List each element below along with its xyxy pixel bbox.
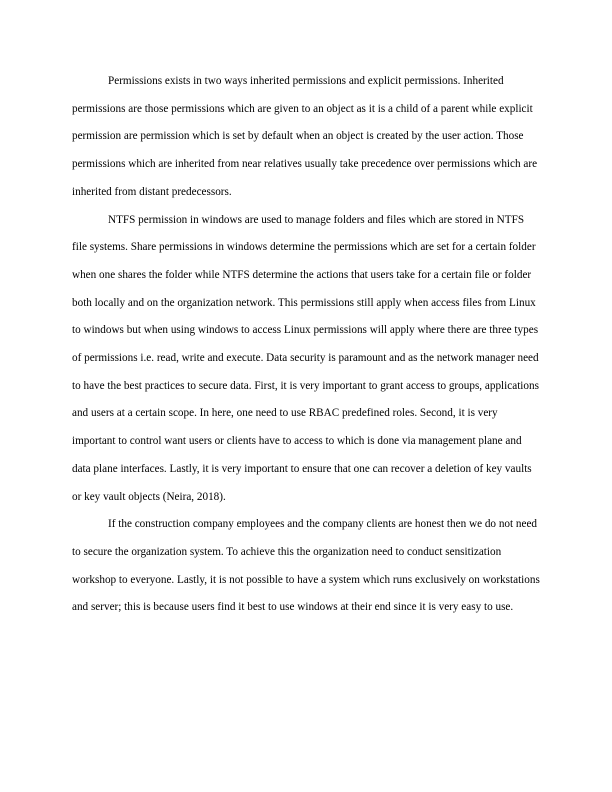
paragraph-organization-security: If the construction company employees and the company clients are honest then we do not need to secure the organization system. To achieve this the organization need to conduct sensitization workshop to everyone. Lastly, it is not possible to have a system which runs exclusively on workstations and server; this is because users find it best to use windows at their end since it is very easy to use. [72,518,540,614]
document-body [72,68,540,622]
paragraph-ntfs-permissions: NTFS permission in windows are used to manage folders and files which are stored in NTFS file systems. Share permissions in windows determine the permissions which are set for a certain folder when one shares the folder while NTFS determine the actions that users take for a certain file or folder both locally and on the organization network. This permissions still apply when access files from Linux to windows but when using windows to access Linux permissions will apply where there are three types of permissions i.e. read, write and execute. Data security is paramount and as the network manager need to have the best practices to secure data. First, it is very important to grant access to groups, applications and users at a certain scope. In here, one need to use RBAC predefined roles. Second, it is very important to control want users or clients have to access to which is done via management plane and data plane interfaces. Lastly, it is very important to ensure that one can recover a deletion of key vaults or key vault objects (Neira, 2018). [72,213,539,503]
paragraph-inherited-permissions: Permissions exists in two ways inherited permissions and explicit permissions. Inherited permissions are those permissions which are given to an object as it is a child of a parent while explicit permission are permission which is set by default when an object is created by the user action. Those permissions which are inherited from near relatives usually take precedence over permissions which are inherited from distant predecessors. [72,75,538,198]
